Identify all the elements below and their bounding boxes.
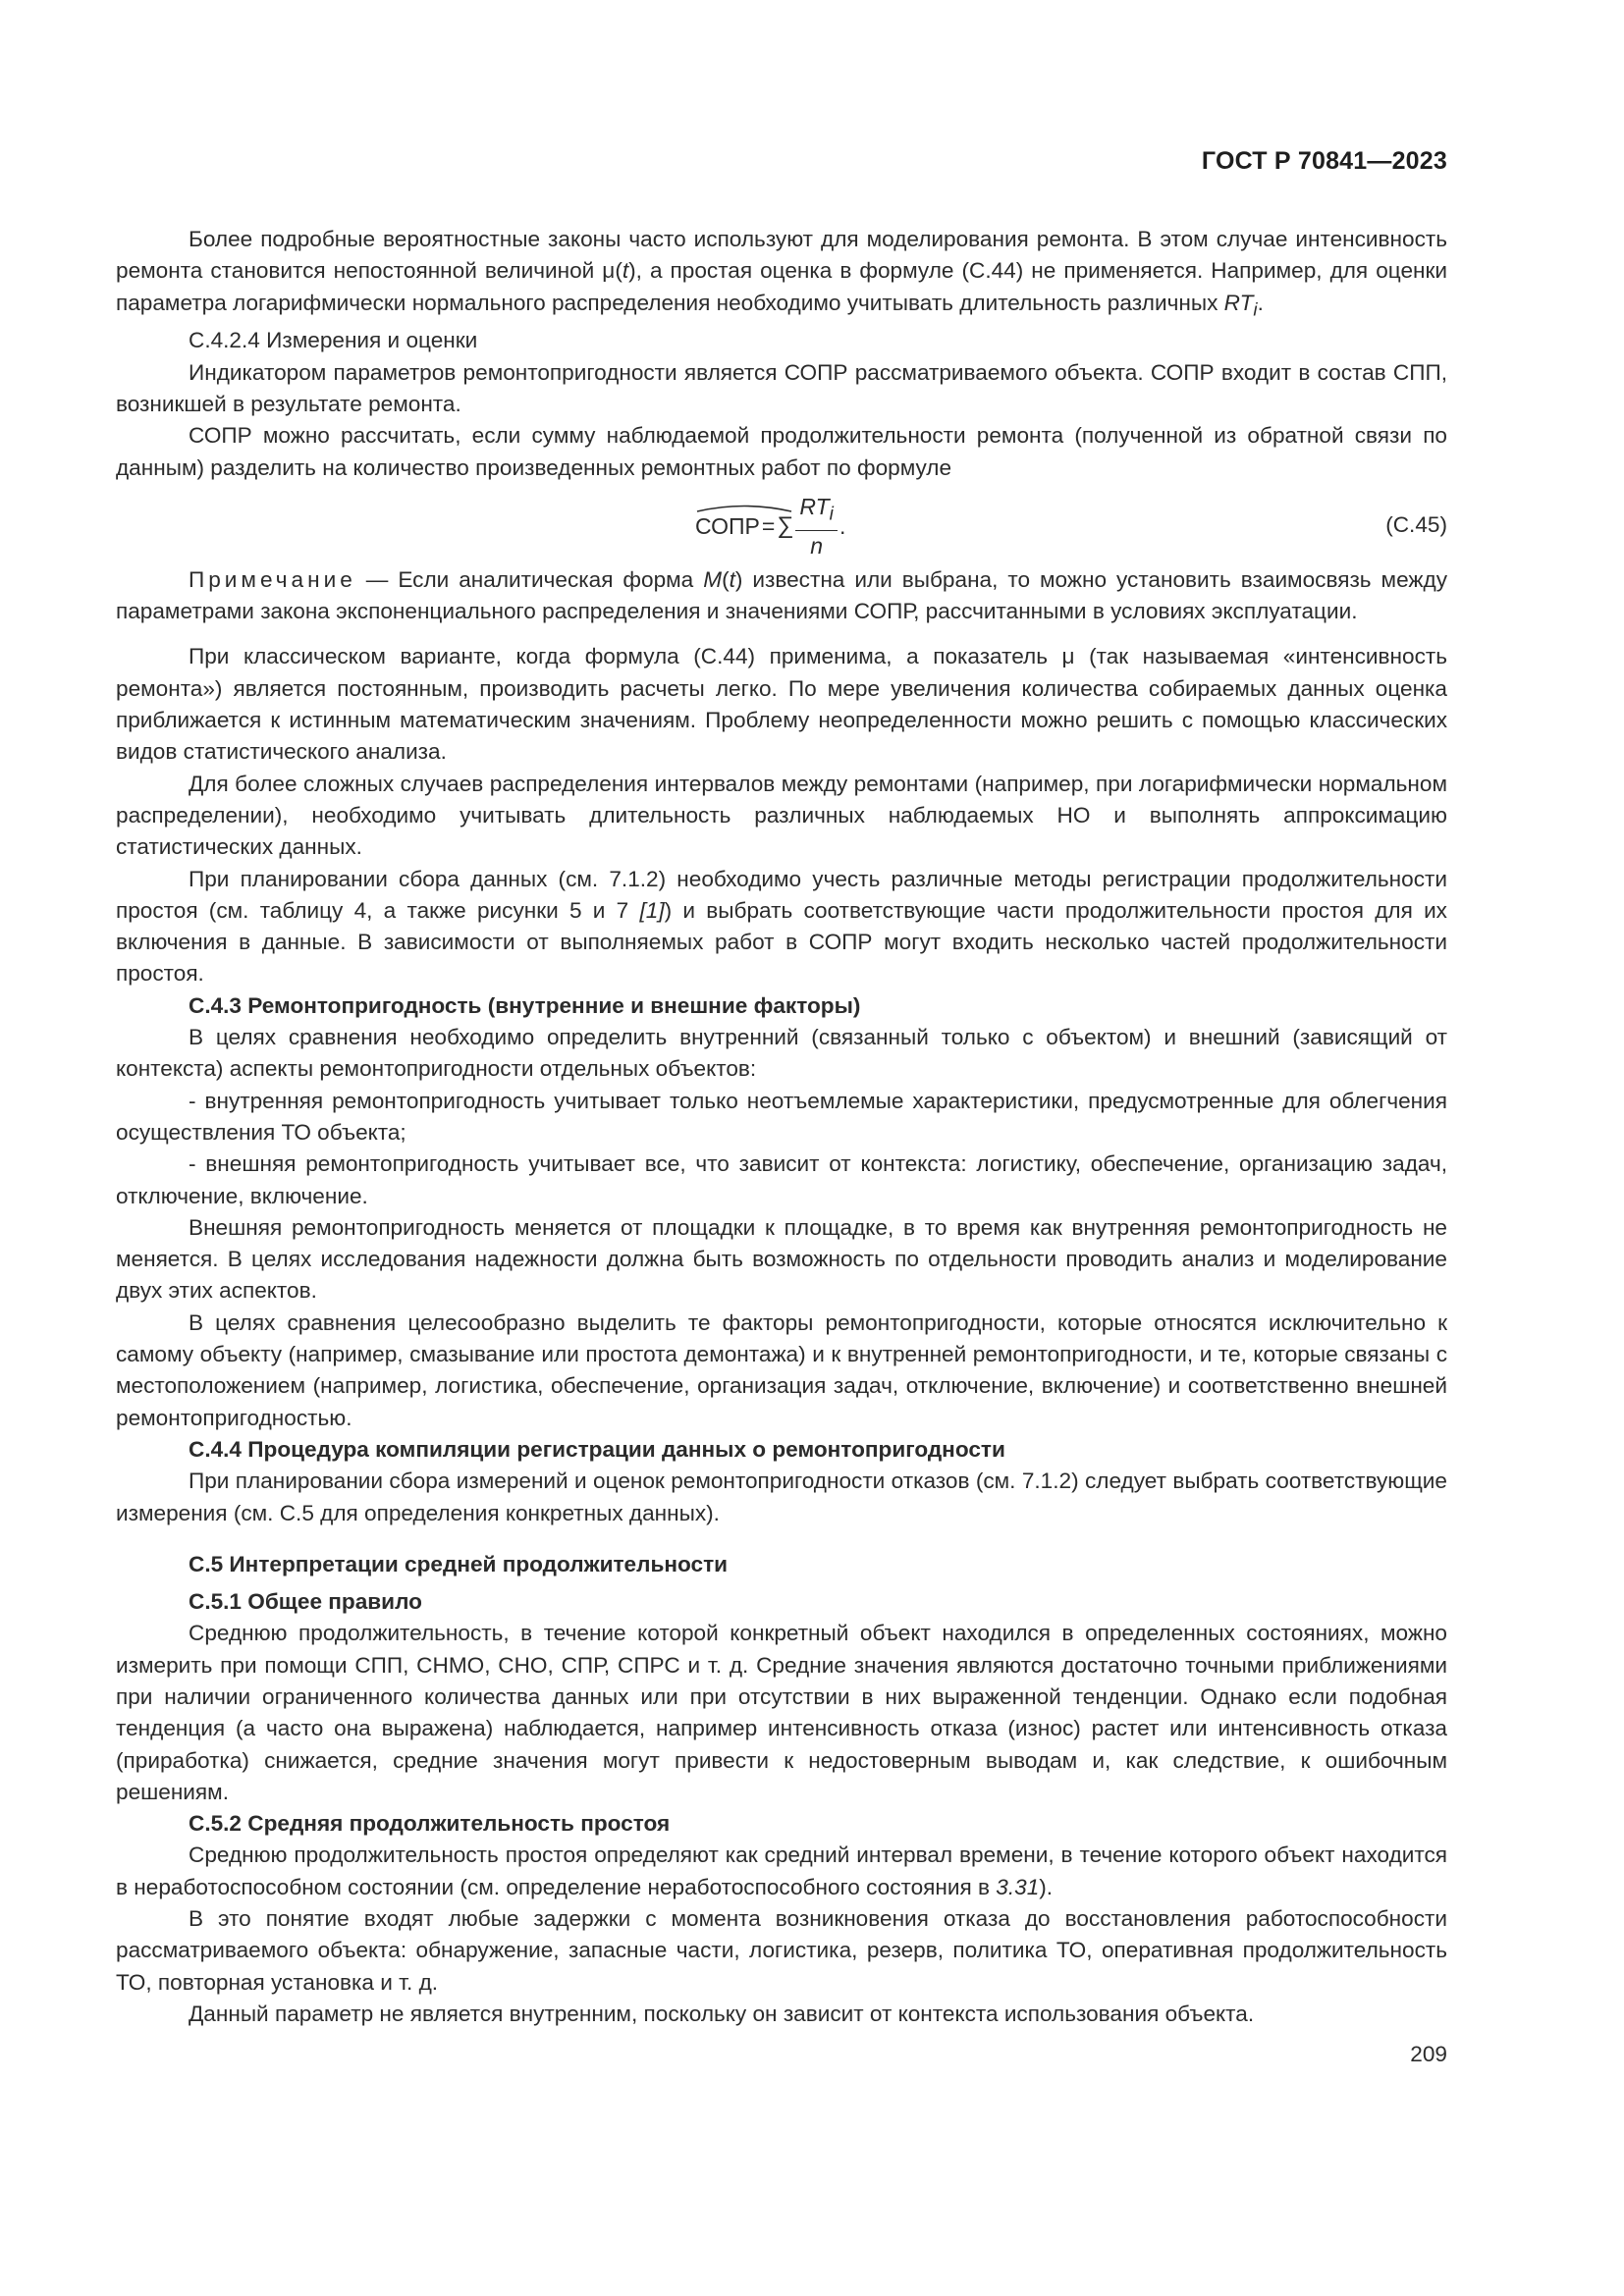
paragraph-classic-variant: При классическом варианте, когда формула (С.44) применима, а показатель μ (так называемая «интенсивность ремонта») является постоянным, производить расчеты легко. По мере увеличения количества собираемых данных оценка приближается к истинным математическим значениям. Проблему неопределенности можно решить с помощью классических видов статистического анализа. [116, 644, 1447, 765]
subsection-heading-c424: С.4.2.4 Измерения и оценки [189, 328, 478, 353]
formula-lhs: СОПР [695, 510, 760, 542]
paragraph-site-variance: Внешняя ремонтопригодность меняется от площадки к площадке, в то время как внутренняя ремонтопригодность не меняется. В целях исследования надежности должна быть возможность по отдельности проводить анализ и моделирование двух этих аспектов. [116, 1214, 1447, 1304]
paragraph-sopr-calc: СОПР можно рассчитать, если сумму наблюдаемой продолжительности ремонта (полученной из обратной связи по данным) разделить на количество произведенных ремонтных работ по формуле [116, 423, 1447, 480]
paragraph-comparison: В целях сравнения необходимо определить внутренний (связанный только с объектом) и внешний (зависящий от контекста) аспекты ремонтопригодности отдельных объектов: [116, 1025, 1447, 1082]
list-item-external: - внешняя ремонтопригодность учитывает все, что зависит от контекста: логистику, обеспечение, организацию задач, отключение, включение. [116, 1151, 1447, 1208]
formula-period: . [839, 512, 846, 539]
note-paragraph: Примечание — Если аналитическая форма M(t) известна или выбрана, то можно установить взаимосвязь между параметрами закона экспоненциального распределения и значениями СОПР, рассчитанными в условиях эксплуатации. [116, 566, 1447, 624]
formula-numerator: $RT_i$ [795, 492, 838, 531]
section-heading-c43: С.4.3 Ремонтопригодность (внутренние и внешние факторы) [189, 992, 861, 1018]
document-id-header: ГОСТ Р 70841—2023 [1201, 147, 1447, 175]
list-item-internal: - внутренняя ремонтопригодность учитывает только неотъемлемые характеристики, предусмотренные для облегчения осуществления ТО объекта; [116, 1088, 1447, 1145]
formula-c45 [116, 484, 1447, 562]
hat-accent-icon [695, 503, 793, 512]
paragraph-factors: В целях сравнения целесообразно выделить те факторы ремонтопригодности, которые относятся исключительно к самому объекту (например, смазывание или простота демонтажа) и к внутренней ремонтопригодности, и те, которые связаны с местоположением (например, логистика, обеспечение, организация задач, отключение, включение) и соответственно внешней ремонтопригодностью. [116, 1309, 1447, 1430]
page-number: 209 [1410, 2042, 1447, 2066]
formula-fraction [795, 492, 838, 561]
paragraph-indicator: Индикатором параметров ремонтопригодности является СОПР рассматриваемого объекта. СОПР входит в состав СПП, возникшей в результате ремонта. [116, 359, 1447, 416]
formula-expression [695, 492, 845, 561]
paragraph-repair-laws: Более подробные вероятностные законы часто используют для моделирования ремонта. В этом случае интенсивность ремонта становится непостоянной величиной μ(t), а простая оценка в формуле (С.44) не применяется. Например, для оценки параметра логарифмически нормального распределения необходимо учитывать длительность различных $RT_i$. [116, 227, 1447, 320]
document-body [116, 224, 1447, 2030]
paragraph-measurement-planning: При планировании сбора измерений и оценок ремонтопригодности отказов (см. 7.1.2) следует выбрать соответствующие измерения (см. С.5 для определения конкретных данных). [116, 1468, 1447, 1525]
formula-equals: = [761, 512, 776, 539]
paragraph-not-internal: Данный параметр не является внутренним, поскольку он зависит от контекста использования объекта. [189, 2001, 1255, 2026]
section-heading-c5: С.5 Интерпретации средней продолжительности [189, 1551, 729, 1576]
formula-sum-sign: ∑ [777, 511, 794, 539]
note-label: Примечание [189, 566, 356, 592]
section-heading-c51: С.5.1 Общее правило [189, 1589, 422, 1615]
formula-denominator: n [810, 532, 824, 559]
section-heading-c52: С.5.2 Средняя продолжительность простоя [189, 1811, 671, 1837]
paragraph-data-planning: При планировании сбора данных (см. 7.1.2) необходимо учесть различные методы регистрации продолжительности простоя (см. таблицу 4, а также рисунки 5 и 7 [1]) и выбрать соответствующие части продолжительности простоя для их включения в данные. В зависимости от выполняемых работ в СОПР могут входить несколько частей продолжительности простоя. [116, 866, 1447, 987]
paragraph-delays: В это понятие входят любые задержки с момента возникновения отказа до восстановления работоспособности рассматриваемого объекта: обнаружение, запасные части, логистика, резерв, политика ТО, оперативная продолжительность ТО, повторная установка и т. д. [116, 1906, 1447, 1995]
section-heading-c44: С.4.4 Процедура компиляции регистрации данных о ремонтопригодности [189, 1436, 1005, 1462]
paragraph-downtime-definition: Среднюю продолжительность простоя определяют как средний интервал времени, в течение которого объект находится в неработоспособном состоянии (см. определение неработоспособного состояния в 3.31). [116, 1842, 1447, 1899]
paragraph-general-rule: Среднюю продолжительность, в течение которой конкретный объект находился в определенных состояниях, можно измерить при помощи СПП, СНМО, СНО, СПР, СПРС и т. д. Средние значения являются достаточно точными приближениями при наличии ограниченного количества данных или при отсутствии в них выраженной тенденции. Однако если подобная тенденция (а часто она выражена) наблюдается, например интенсивность отказа (износ) растет или интенсивность отказа (приработка) снижается, средние значения могут привести к недостоверным выводам и, как следствие, к ошибочным решениям. [116, 1621, 1447, 1804]
paragraph-complex-cases: Для более сложных случаев распределения интервалов между ремонтами (например, при логарифмически нормальном распределении), необходимо учитывать длительность различных наблюдаемых НО и выполнять аппроксимацию статистических данных. [116, 771, 1447, 860]
formula-number: (С.45) [1385, 511, 1447, 537]
